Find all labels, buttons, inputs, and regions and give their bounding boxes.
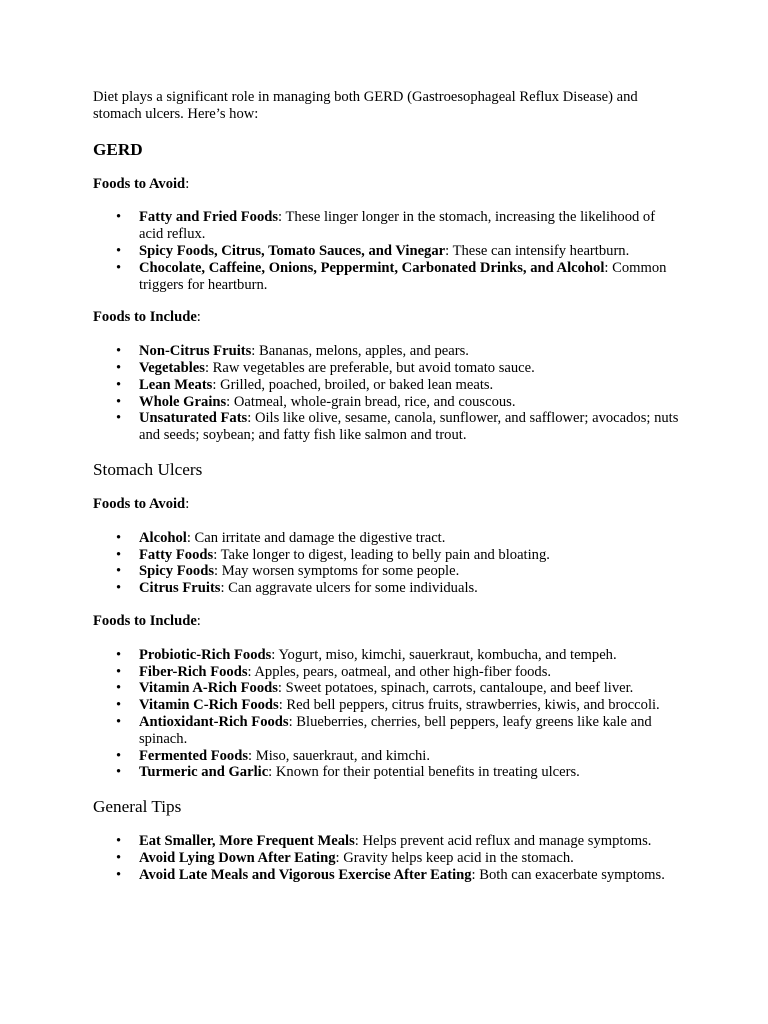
section-heading-stomach-ulcers: Stomach Ulcers bbox=[93, 459, 203, 479]
list-item: • Eat Smaller, More Frequent Meals: Helps prevent acid reflux and manage symptoms. bbox=[116, 833, 652, 850]
subheading-ulcers-avoid: Foods to Avoid: bbox=[93, 495, 190, 512]
list-ulcers-include bbox=[93, 647, 683, 781]
list-item: • Fiber-Rich Foods: Apples, pears, oatmeal, and other high-fiber foods. bbox=[116, 663, 552, 680]
subheading-ulcers-include: Foods to Include: bbox=[93, 612, 201, 629]
list-item: • Turmeric and Garlic: Known for their potential benefits in treating ulcers. bbox=[116, 764, 580, 781]
list-item: • Vitamin A-Rich Foods: Sweet potatoes, spinach, carrots, cantaloupe, and beef liver. bbox=[116, 680, 634, 697]
list-item: • Alcohol: Can irritate and damage the digestive tract. bbox=[116, 529, 446, 546]
list-item: • Avoid Lying Down After Eating: Gravity helps keep acid in the stomach. bbox=[116, 849, 574, 866]
list-item: • Vegetables: Raw vegetables are preferable, but avoid tomato sauce. bbox=[116, 359, 535, 376]
list-item: • Unsaturated Fats: Oils like olive, sesame, canola, sunflower, and safflower; avocados; nuts and seeds; soybean; and fatty fish like salmon and trout. bbox=[116, 410, 679, 444]
list-item: • Avoid Late Meals and Vigorous Exercise After Eating: Both can exacerbate symptoms. bbox=[116, 866, 665, 883]
list-gerd-avoid bbox=[93, 209, 683, 293]
list-item: • Whole Grains: Oatmeal, whole-grain bread, rice, and couscous. bbox=[116, 393, 516, 410]
list-item: • Spicy Foods: May worsen symptoms for some people. bbox=[116, 563, 460, 580]
intro-paragraph: Diet plays a significant role in managing both GERD (Gastroesophageal Reflux Disease) and stomach ulcers. Here’s how: bbox=[93, 89, 638, 122]
list-item: • Lean Meats: Grilled, poached, broiled, or baked lean meats. bbox=[116, 376, 494, 393]
subheading-gerd-avoid: Foods to Avoid: bbox=[93, 175, 190, 192]
list-gerd-include bbox=[93, 343, 683, 444]
list-item: • Fatty and Fried Foods: These linger longer in the stomach, increasing the likelihood of acid reflux. bbox=[116, 209, 656, 243]
document-page bbox=[93, 89, 683, 900]
list-item: • Probiotic-Rich Foods: Yogurt, miso, kimchi, sauerkraut, kombucha, and tempeh. bbox=[116, 646, 617, 663]
list-item: • Citrus Fruits: Can aggravate ulcers for some individuals. bbox=[116, 580, 478, 597]
list-item: • Non-Citrus Fruits: Bananas, melons, apples, and pears. bbox=[116, 343, 469, 360]
subheading-gerd-include: Foods to Include: bbox=[93, 309, 201, 326]
list-item: • Antioxidant-Rich Foods: Blueberries, cherries, bell peppers, leafy greens like kale and spinach. bbox=[116, 713, 652, 747]
list-general-tips bbox=[93, 833, 683, 883]
list-item: • Fatty Foods: Take longer to digest, leading to belly pain and bloating. bbox=[116, 546, 550, 563]
list-item: • Chocolate, Caffeine, Onions, Peppermint, Carbonated Drinks, and Alcohol: Common triggers for heartburn. bbox=[116, 259, 667, 293]
list-item: • Spicy Foods, Citrus, Tomato Sauces, and Vinegar: These can intensify heartburn. bbox=[116, 242, 630, 259]
list-item: • Fermented Foods: Miso, sauerkraut, and kimchi. bbox=[116, 747, 431, 764]
list-ulcers-avoid bbox=[93, 530, 683, 597]
list-item: • Vitamin C-Rich Foods: Red bell peppers, citrus fruits, strawberries, kiwis, and broccoli. bbox=[116, 697, 660, 714]
section-heading-gerd: GERD bbox=[93, 139, 143, 159]
section-heading-general-tips: General Tips bbox=[93, 797, 182, 817]
